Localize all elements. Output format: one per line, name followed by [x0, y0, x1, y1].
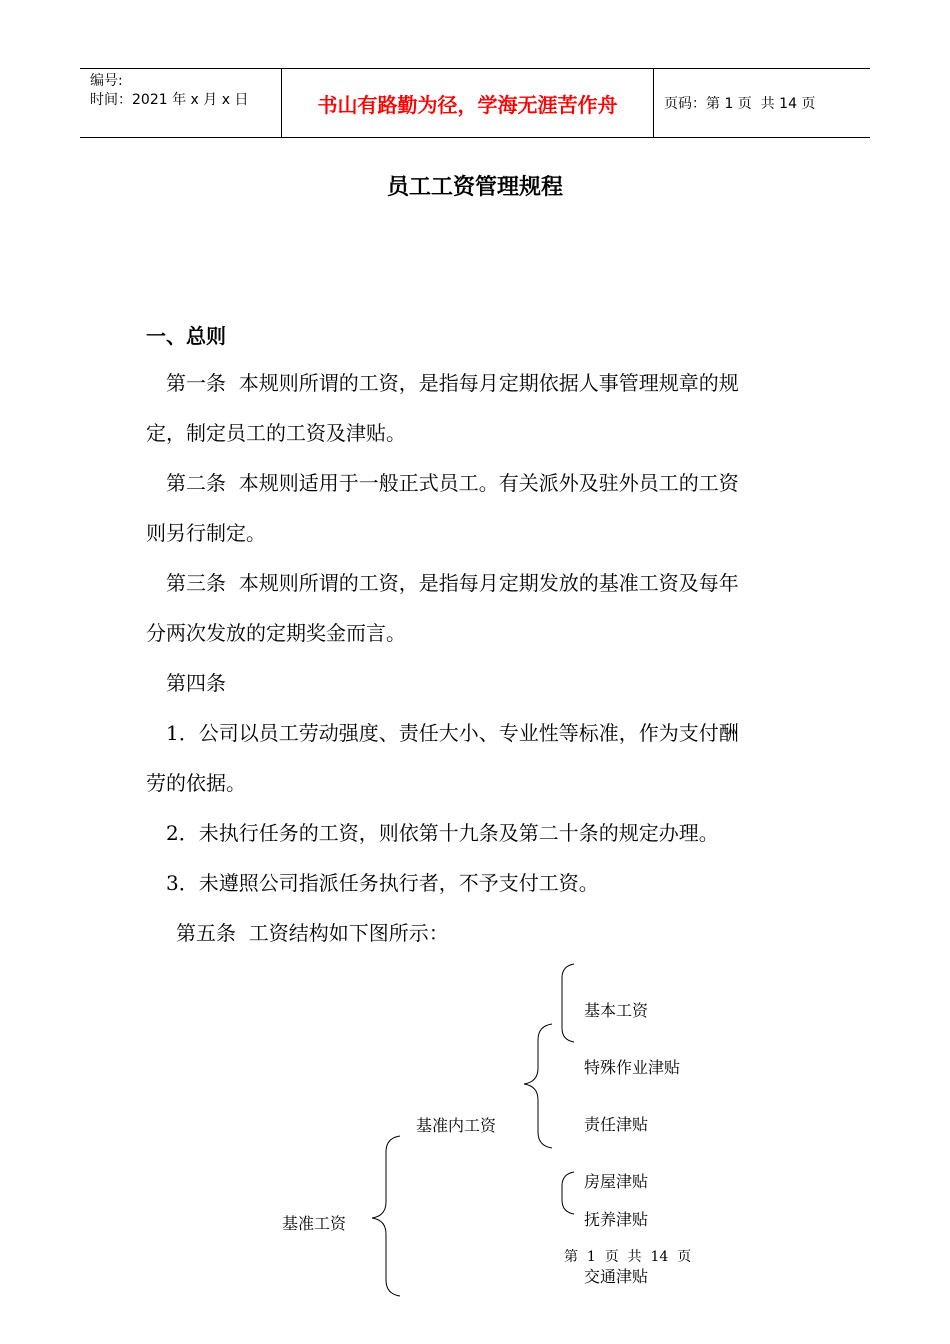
article-2-line-2: 则另行制定。	[146, 521, 266, 545]
header-page-info-cell	[654, 69, 870, 137]
article-5	[176, 908, 449, 958]
diagram-mid-label: 基准内工资	[416, 1116, 497, 1135]
mid-bracket	[524, 1024, 552, 1148]
article-4-item-1-line-2: 劳的依据。	[146, 771, 246, 795]
root-bracket	[372, 1136, 400, 1296]
diagram-item: 抚养津贴	[584, 1210, 649, 1229]
group2-bracket	[562, 1172, 574, 1214]
article-1-line-1: 第一条 本规则所谓的工资，是指每月定期依据人事管理规章的规	[166, 371, 739, 395]
article-1	[146, 358, 739, 458]
number-label: 编号:	[90, 73, 123, 89]
article-3	[146, 558, 739, 658]
diagram-item: 房屋津贴	[584, 1172, 649, 1191]
diagram-item: 特殊作业津贴	[584, 1058, 681, 1077]
article-3-line-1: 第三条 本规则所谓的工资，是指每月定期发放的基准工资及每年	[166, 571, 739, 595]
article-2-line-1: 第二条 本规则适用于一般正式员工。有关派外及驻外员工的工资	[166, 471, 739, 495]
article-4-item-2-line-1: 2．未执行任务的工资，则依第十九条及第二十条的规定办理。	[166, 821, 719, 845]
document-title: 员工工资管理规程	[386, 174, 563, 200]
article-2	[146, 458, 739, 558]
diagram-root-label: 基准工资	[282, 1214, 347, 1233]
header-page-info: 页码：第 1 页 共 14 页	[664, 96, 816, 112]
page-footer	[564, 1246, 691, 1266]
group1-bracket	[562, 964, 574, 1042]
header-motto: 书山有路勤为径，学海无涯苦作舟	[282, 69, 654, 137]
article-4-item-1	[146, 708, 739, 808]
section-heading: 一、总则	[146, 324, 226, 348]
header-table	[80, 68, 870, 138]
article-4-item-2	[166, 808, 719, 858]
diagram-item: 基本工资	[584, 1001, 649, 1020]
header-meta-cell	[80, 69, 282, 137]
footer-page-number: 第 1 页 共 14 页	[564, 1249, 692, 1265]
article-4	[166, 658, 226, 708]
article-4-line-1: 第四条	[166, 671, 226, 695]
diagram-item: 交通津贴	[584, 1267, 649, 1286]
diagram-group2	[584, 1172, 648, 1305]
article-3-line-2: 分两次发放的定期奖金而言。	[146, 621, 406, 645]
article-4-item-3-line-1: 3．未遵照公司指派任务执行者，不予支付工资。	[166, 871, 599, 895]
article-5-line-1: 第五条 工资结构如下图所示：	[176, 921, 449, 945]
article-4-item-3	[166, 858, 599, 908]
article-4-item-1-line-1: 1．公司以员工劳动强度、责任大小、专业性等标准，作为支付酬	[166, 721, 739, 745]
time-label: 时间：2021 年 x 月 x 日	[90, 92, 249, 108]
diagram-item: 责任津贴	[584, 1115, 649, 1134]
article-1-line-2: 定，制定员工的工资及津贴。	[146, 421, 406, 445]
